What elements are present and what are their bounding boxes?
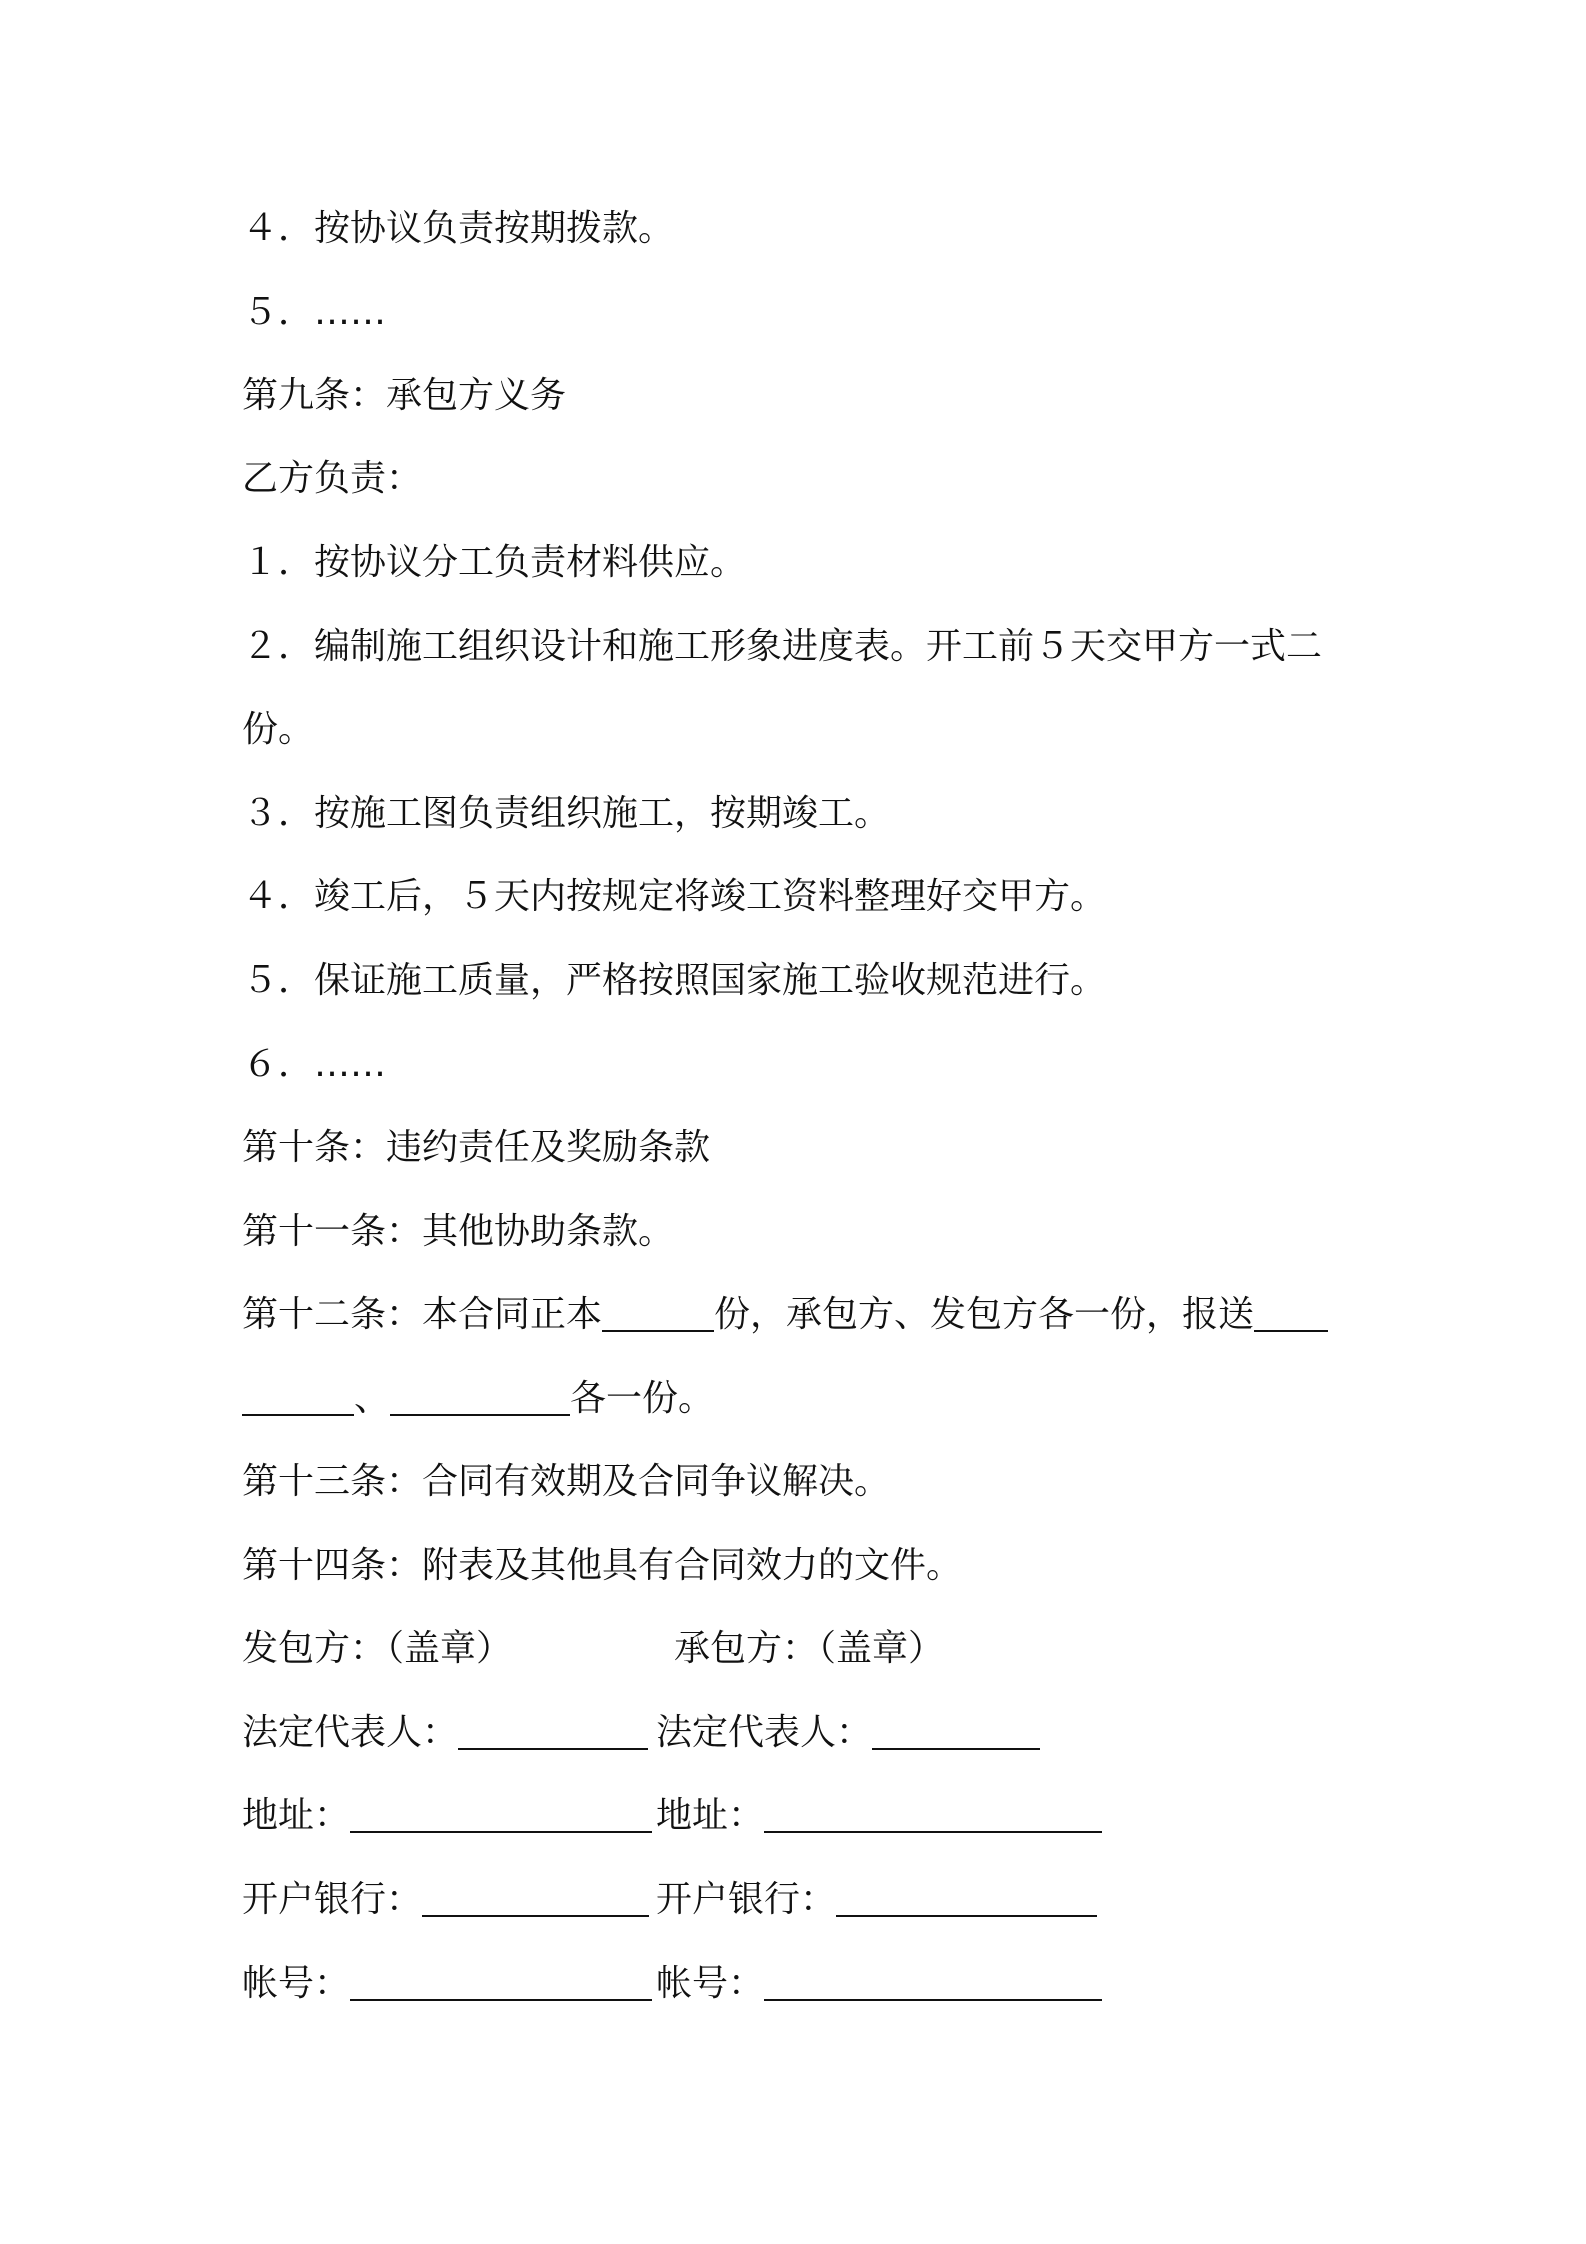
duty-line-1: １．按协议分工负责材料供应。 — [242, 542, 747, 583]
employer-legal-rep-blank — [458, 1708, 648, 1750]
employer-account-row — [242, 1954, 652, 2014]
duty-line-3: ３．按施工图负责组织施工，按期竣工。 — [242, 793, 891, 834]
clause-14-heading: 第十四条：附表及其他具有合同效力的文件。 — [242, 1545, 963, 1586]
contractor-legal-rep-row — [656, 1703, 1040, 1763]
employer-address-blank — [350, 1791, 652, 1833]
employer-account-blank — [350, 1959, 652, 2001]
employer-bank-blank — [422, 1875, 649, 1917]
clause-12-text-c: 各一份。 — [570, 1378, 715, 1419]
contractor-address-blank — [764, 1791, 1102, 1833]
duty-line-5: ５．保证施工质量，严格按照国家施工验收规范进行。 — [242, 960, 1107, 1001]
contractor-account-blank — [764, 1959, 1102, 2001]
clause-11-heading: 第十一条：其他协助条款。 — [242, 1211, 675, 1252]
duty-line-6-ellipsis: ６．…… — [242, 1044, 387, 1085]
contractor-account-row — [656, 1954, 1102, 2014]
contractor-bank-row — [656, 1870, 1097, 1930]
clause-12-text-b: 份，承包方、发包方各一份，报送 — [714, 1294, 1255, 1335]
duty-line-4: ４．竣工后，５天内按规定将竣工资料整理好交甲方。 — [242, 876, 1107, 917]
employer-seal-label: 发包方：（盖章） — [242, 1628, 513, 1669]
party-b-responsible: 乙方负责： — [242, 458, 423, 499]
submit-to-blank-2 — [390, 1374, 570, 1416]
clause-12-text-a: 第十二条：本合同正本 — [242, 1294, 603, 1335]
copies-count-blank — [602, 1290, 714, 1332]
obligation-line-5-ellipsis: ５．…… — [242, 292, 387, 333]
employer-legal-rep-label: 法定代表人： — [242, 1712, 459, 1753]
clause-10-heading: 第十条：违约责任及奖励条款 — [242, 1127, 711, 1168]
clause-9-heading: 第九条：承包方义务 — [242, 375, 567, 416]
employer-address-row — [242, 1786, 652, 1846]
contractor-bank-blank — [836, 1875, 1097, 1917]
contractor-address-label: 地址： — [656, 1795, 765, 1836]
duty-line-2: ２．编制施工组织设计和施工形象进度表。开工前５天交甲方一式二 — [242, 626, 1323, 667]
contractor-account-label: 帐号： — [656, 1963, 765, 2004]
clause-12-separator: 、 — [354, 1378, 391, 1419]
obligation-line-4-payment: ４．按协议负责按期拨款。 — [242, 208, 675, 249]
employer-bank-row — [242, 1870, 649, 1930]
employer-legal-rep-row — [242, 1703, 648, 1763]
contractor-address-row — [656, 1786, 1102, 1846]
contractor-legal-rep-label: 法定代表人： — [656, 1712, 873, 1753]
submit-to-blank-1b — [242, 1374, 354, 1416]
clause-12-line-1 — [242, 1285, 1328, 1345]
contractor-seal-label: 承包方：（盖章） — [674, 1628, 945, 1669]
submit-to-blank-1a — [1254, 1290, 1328, 1332]
employer-bank-label: 开户银行： — [242, 1879, 423, 1920]
employer-account-label: 帐号： — [242, 1963, 351, 2004]
employer-address-label: 地址： — [242, 1795, 351, 1836]
contractor-legal-rep-blank — [872, 1708, 1040, 1750]
duty-line-2-continued: 份。 — [242, 709, 315, 750]
clause-13-heading: 第十三条：合同有效期及合同争议解决。 — [242, 1461, 891, 1502]
clause-12-line-2 — [242, 1369, 714, 1429]
contractor-bank-label: 开户银行： — [656, 1879, 837, 1920]
